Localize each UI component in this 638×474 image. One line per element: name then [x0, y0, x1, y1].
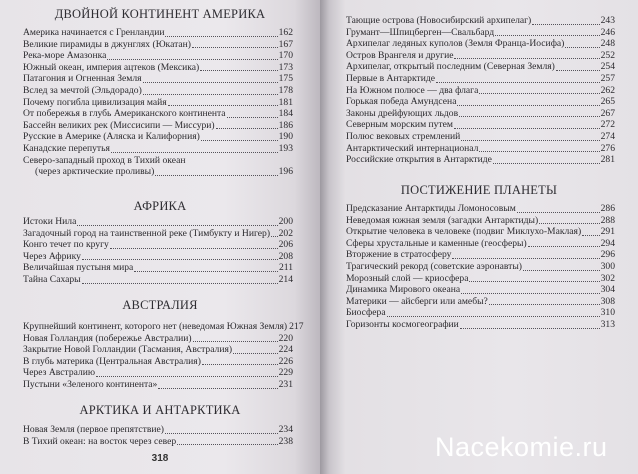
- toc-entry[interactable]: [346, 96, 615, 108]
- entry-page: 248: [600, 38, 615, 50]
- toc-entry[interactable]: [23, 251, 293, 263]
- toc-entry[interactable]: [346, 143, 615, 155]
- entry-title: Бассейн великих рек (Миссисипи — Миссури): [23, 119, 215, 131]
- toc-entry[interactable]: [23, 436, 293, 448]
- entry-page: 231: [278, 378, 293, 390]
- toc-entry[interactable]: [346, 38, 615, 50]
- entry-title: Северо-западный проход в Тихий океан: [23, 154, 186, 166]
- dot-leader: [460, 320, 600, 329]
- toc-entry[interactable]: [23, 262, 293, 274]
- dot-leader: [459, 108, 599, 117]
- entry-page: 200: [278, 216, 293, 227]
- entry-page: 296: [600, 249, 615, 261]
- entry-page: 170: [278, 50, 293, 62]
- entry-title: Новая Земля (первое препятствие): [23, 424, 164, 435]
- dot-leader: [107, 51, 277, 60]
- entry-title: Динамика Мирового океана: [346, 284, 461, 296]
- entry-page: 178: [278, 84, 293, 96]
- toc-entry[interactable]: [23, 27, 293, 39]
- dot-leader: [165, 28, 277, 37]
- dot-leader: [111, 144, 278, 153]
- entry-page: 308: [600, 295, 615, 307]
- entry-title: Конго течет по кругу: [23, 239, 109, 251]
- toc-list-australia: [23, 321, 304, 391]
- section-title-america: ДВОЙНОЙ КОНТИНЕНТ АМЕРИКА: [54, 7, 266, 21]
- entry-title: Остров Врангеля и другие: [346, 49, 454, 61]
- entry-title: Америка начинается с Гренландии: [23, 27, 165, 38]
- entry-page: 246: [600, 26, 615, 38]
- entry-title: Истоки Нила: [23, 216, 77, 227]
- dot-leader: [493, 155, 600, 164]
- dot-leader: [523, 262, 600, 271]
- entry-title: Русские в Америке (Аляска и Калифорния): [23, 131, 200, 143]
- entry-title: Открытие человека в человеке (подвиг Миклухо-Маклая): [346, 226, 582, 238]
- entry-title: Сферы хрустальные и каменные (геосферы): [346, 237, 527, 249]
- entry-page: 234: [278, 424, 293, 435]
- toc-entry[interactable]: [23, 239, 293, 251]
- entry-title: Вторжение в стратосферу: [346, 249, 452, 261]
- dot-leader: [436, 74, 600, 83]
- dot-leader: [158, 380, 277, 389]
- dot-leader: [517, 204, 600, 213]
- entry-title: Грумант—Шпицберген—Свальбард: [346, 26, 495, 38]
- dot-leader: [461, 132, 599, 141]
- entry-title: Российские открытия в Антарктиде: [346, 154, 492, 166]
- entry-page: 288: [600, 214, 615, 226]
- toc-entry[interactable]: [23, 356, 293, 368]
- entry-page: 186: [278, 119, 293, 131]
- entry-title: Предсказание Антарктиды Ломоносовым: [346, 203, 516, 214]
- entry-page: 254: [600, 61, 615, 73]
- section-title-australia: АВСТРАЛИЯ: [122, 298, 198, 312]
- toc-entry[interactable]: [23, 73, 293, 85]
- toc-entry[interactable]: [23, 143, 293, 155]
- toc-entry[interactable]: [346, 226, 615, 238]
- dot-leader: [479, 85, 599, 94]
- dot-leader: [201, 132, 278, 141]
- dot-leader: [457, 97, 599, 106]
- dot-leader: [202, 356, 278, 365]
- entry-page: 184: [278, 108, 293, 120]
- toc-entry[interactable]: [23, 228, 293, 240]
- entry-page: 220: [278, 332, 293, 344]
- toc-entry[interactable]: [23, 108, 293, 120]
- entry-page: 257: [600, 72, 615, 84]
- entry-page: 265: [600, 96, 615, 108]
- entry-page: 291: [600, 226, 615, 238]
- entry-title: Закрытие Новой Голландии (Тасмания, Австралия): [23, 344, 233, 356]
- entry-page: 167: [278, 38, 293, 50]
- dot-leader: [461, 285, 600, 294]
- entry-title: Вслед за мечтой (Эльдорадо): [23, 84, 142, 96]
- dot-leader: [192, 39, 278, 48]
- entry-page: 190: [278, 131, 293, 143]
- entry-title: Горькая победа Амундсена: [346, 96, 457, 108]
- entry-page: 193: [278, 142, 293, 154]
- dot-leader: [165, 425, 278, 434]
- dot-leader: [539, 215, 599, 224]
- dot-leader: [454, 120, 600, 129]
- entry-title: Трагический рекорд (советские аэронавты): [346, 260, 522, 272]
- dot-leader: [495, 27, 599, 36]
- toc-list-planet: [346, 203, 615, 331]
- entry-page: 181: [278, 96, 293, 108]
- entry-page: 300: [600, 260, 615, 272]
- toc-entry[interactable]: [346, 131, 615, 143]
- dot-leader: [155, 167, 277, 176]
- entry-title: Антарктический интернационал: [346, 142, 479, 154]
- dot-leader: [582, 227, 599, 236]
- entry-title: Горизонты космогеографии: [346, 318, 459, 330]
- toc-entry[interactable]: [23, 321, 304, 333]
- dot-leader: [110, 240, 278, 249]
- toc-entry[interactable]: [346, 108, 615, 120]
- entry-page: 276: [600, 142, 615, 154]
- entry-title: На Южном полюсе — два флага: [346, 84, 479, 96]
- entry-title: Южный океан, империя ацтеков (Мексика): [23, 61, 200, 73]
- entry-page: 217: [289, 321, 304, 332]
- dot-leader: [177, 436, 277, 445]
- entry-page: 304: [600, 284, 615, 296]
- toc-entry[interactable]: [346, 307, 615, 319]
- entry-title: Первые в Антарктиде: [346, 72, 435, 84]
- toc-entry[interactable]: [346, 284, 615, 296]
- dot-leader: [193, 333, 278, 342]
- entry-title: Великие пирамиды в джунглях (Юкатан): [23, 38, 191, 50]
- toc-entry[interactable]: [23, 333, 293, 345]
- section-title-arctic: АРКТИКА И АНТАРКТИКА: [79, 403, 241, 417]
- entry-title: Биосфера: [346, 307, 386, 319]
- toc-entry[interactable]: [346, 61, 615, 73]
- entry-title: В Тихий океан: на восток через север: [23, 435, 177, 447]
- entry-title: Неведомая южная земля (загадки Антарктиды): [346, 214, 539, 226]
- entry-title: Величайшая пустыня мира: [23, 262, 134, 274]
- toc-entry[interactable]: [346, 319, 615, 331]
- toc-list-america: [23, 27, 293, 178]
- toc-entry[interactable]: [23, 379, 293, 391]
- entry-page: 243: [600, 15, 615, 26]
- toc-entry[interactable]: [23, 216, 293, 228]
- entry-title: Через Австралию: [23, 367, 96, 379]
- toc-entry[interactable]: [346, 296, 615, 308]
- entry-title: Тайна Сахары: [23, 273, 81, 285]
- toc-entry[interactable]: [346, 261, 615, 273]
- toc-entry[interactable]: [23, 274, 293, 286]
- dot-leader: [532, 16, 599, 25]
- entry-page: 208: [278, 250, 293, 262]
- entry-title: Река-море Амазонка: [23, 50, 107, 62]
- dot-leader: [77, 217, 277, 226]
- entry-page: 252: [600, 49, 615, 61]
- toc-entry[interactable]: [346, 238, 615, 250]
- entry-title: Материки — айсберги или амебы?: [346, 295, 488, 307]
- entry-page: 229: [278, 367, 293, 379]
- toc-entry[interactable]: [23, 344, 293, 356]
- watermark: Nacekomie.ru: [435, 432, 608, 462]
- toc-entry[interactable]: [346, 154, 615, 166]
- entry-page: 226: [278, 355, 293, 367]
- entry-title: Архипелаг ледяных куполов (Земля Франца-Иосифа): [346, 38, 565, 50]
- entry-page: 286: [600, 203, 615, 214]
- toc-entry[interactable]: [346, 119, 615, 131]
- dot-leader: [82, 275, 278, 284]
- entry-page: 202: [278, 227, 293, 239]
- dot-leader: [143, 86, 278, 95]
- entry-title: Полюс вековых стремлений: [346, 130, 461, 142]
- entry-title: От побережья в глубь Американского континента: [23, 108, 226, 120]
- entry-title: В глубь материка (Центральная Австралия): [23, 355, 201, 367]
- entry-page: 272: [600, 119, 615, 131]
- dot-leader: [233, 345, 278, 354]
- dot-leader: [528, 238, 600, 247]
- dot-leader: [489, 296, 600, 305]
- entry-page: 302: [600, 272, 615, 284]
- dot-leader: [227, 109, 278, 118]
- entry-title: Северным морским путем: [346, 119, 453, 131]
- toc-entry[interactable]: [23, 97, 293, 109]
- dot-leader: [200, 62, 277, 71]
- dot-leader: [216, 120, 278, 129]
- dot-leader: [556, 62, 600, 71]
- toc-entry[interactable]: [23, 62, 293, 74]
- entry-page: 281: [600, 154, 615, 166]
- dot-leader: [454, 50, 599, 59]
- toc-entry[interactable]: [346, 273, 615, 285]
- entry-title: Через Африку: [23, 250, 81, 262]
- entry-page: 274: [600, 130, 615, 142]
- toc-entry[interactable]: [346, 50, 615, 62]
- toc-list-arctic: [23, 424, 293, 447]
- section-title-planet: ПОСТИЖЕНИЕ ПЛАНЕТЫ: [400, 183, 558, 197]
- entry-page: 173: [278, 61, 293, 73]
- entry-page: 196: [278, 166, 293, 178]
- entry-page: 224: [278, 344, 293, 356]
- toc-entry[interactable]: [23, 131, 293, 143]
- entry-page: 238: [278, 435, 293, 447]
- dot-leader: [143, 74, 278, 83]
- toc-entry-line2[interactable]: [23, 166, 293, 178]
- dot-leader: [168, 97, 278, 106]
- toc-entry[interactable]: [346, 85, 615, 97]
- toc-entry[interactable]: [346, 249, 615, 261]
- toc-entry[interactable]: [346, 215, 615, 227]
- entry-title: Законы дрейфующих льдов: [346, 107, 459, 119]
- entry-title: Патагония и Огненная Земля: [23, 73, 142, 85]
- entry-page: 206: [278, 239, 293, 251]
- toc-list-africa: [23, 216, 293, 286]
- toc-entry[interactable]: [346, 73, 615, 85]
- toc-entry[interactable]: [346, 27, 615, 39]
- dot-leader: [82, 251, 278, 260]
- toc-entry[interactable]: [346, 203, 615, 215]
- toc-entry[interactable]: [23, 120, 293, 132]
- dot-leader: [271, 228, 278, 237]
- entry-page: 294: [600, 237, 615, 249]
- dot-leader: [479, 143, 599, 152]
- dot-leader: [134, 263, 278, 272]
- entry-title: Канадские перепутья: [23, 142, 110, 154]
- entry-page: 162: [278, 27, 293, 38]
- dot-leader: [387, 308, 600, 317]
- entry-title: Архипелаг, открытый последним (Северная Земля): [346, 61, 555, 73]
- entry-page: 262: [600, 84, 615, 96]
- toc-entry[interactable]: [23, 424, 293, 436]
- entry-title: Морозный слой — криосфера: [346, 272, 469, 284]
- toc-entry[interactable]: [23, 367, 293, 379]
- dot-leader: [469, 273, 599, 282]
- entry-page: 175: [278, 73, 293, 85]
- entry-page: 214: [278, 273, 293, 285]
- page-number: 318: [151, 453, 169, 464]
- entry-title: Крупнейший континент, которого нет (неведомая Южная Земля): [23, 321, 288, 332]
- dot-leader: [96, 368, 278, 377]
- dot-leader: [565, 39, 599, 48]
- toc-entry[interactable]: [23, 39, 293, 51]
- entry-title: Пустыни «Зеленого континента»: [23, 378, 158, 390]
- entry-title: Новая Голландия (побережье Австралии): [23, 332, 192, 344]
- toc-entry-line1[interactable]: [23, 155, 293, 167]
- entry-page: 313: [600, 318, 615, 330]
- entry-title: Загадочный город на таинственной реке (Тимбукту и Нигер): [23, 227, 271, 239]
- section-title-africa: АФРИКА: [133, 199, 187, 213]
- entry-title: Тающие острова (Новосибирский архипелаг): [346, 15, 532, 26]
- toc-entry[interactable]: [23, 50, 293, 62]
- toc-entry[interactable]: [23, 85, 293, 97]
- entry-page: 211: [278, 262, 293, 274]
- dot-leader: [452, 250, 599, 259]
- toc-list-arctic-continued: [346, 15, 615, 166]
- entry-title: Почему погибла цивилизация майя: [23, 96, 167, 108]
- entry-page: 310: [600, 307, 615, 319]
- toc-entry[interactable]: [346, 15, 615, 27]
- entry-title-continued: (через арктические проливы): [35, 166, 155, 178]
- right-page: [320, 0, 638, 474]
- entry-page: 267: [600, 107, 615, 119]
